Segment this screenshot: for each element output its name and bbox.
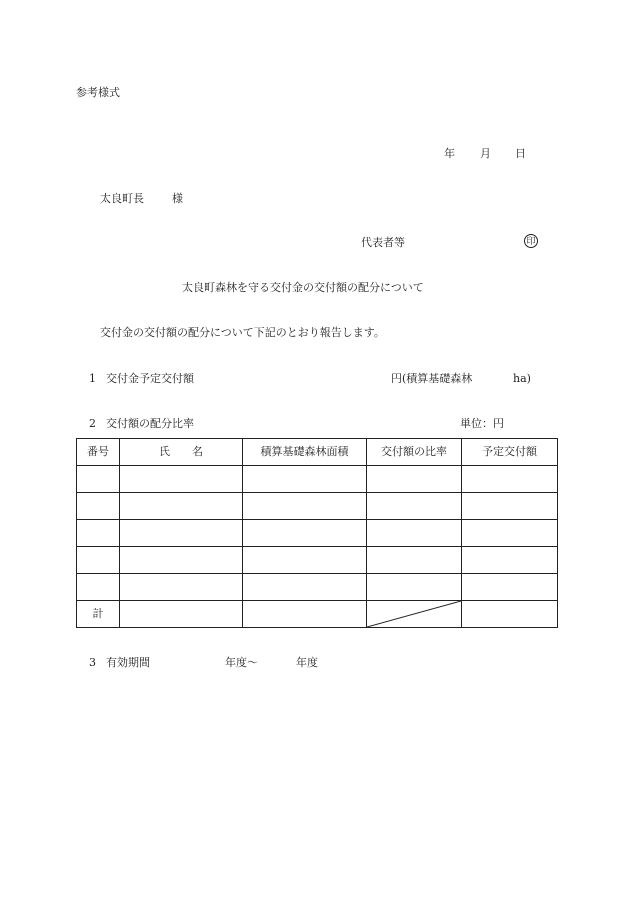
cell-forest-area[interactable] xyxy=(243,520,367,547)
cell-name[interactable] xyxy=(120,547,243,574)
cell-planned-amount[interactable] xyxy=(462,574,558,601)
section3-label: 有効期間 xyxy=(106,656,150,669)
total-cell-name[interactable] xyxy=(120,601,243,628)
period-to: 年度 xyxy=(296,656,318,669)
cell-number[interactable] xyxy=(77,574,120,601)
date-month: 月 xyxy=(480,147,491,160)
cell-name[interactable] xyxy=(120,520,243,547)
cell-name[interactable] xyxy=(120,466,243,493)
cell-planned-amount[interactable] xyxy=(462,520,558,547)
cell-planned-amount[interactable] xyxy=(462,547,558,574)
section1-ha-unit: ha) xyxy=(513,372,531,385)
table-header-row xyxy=(77,439,558,466)
diagonal-slash xyxy=(367,601,461,627)
header-number: 番号 xyxy=(77,439,120,466)
table-row xyxy=(77,466,558,493)
period-from: 年度～ xyxy=(225,656,258,669)
total-row xyxy=(77,601,558,628)
cell-number[interactable] xyxy=(77,520,120,547)
section1-number: 1 xyxy=(89,372,96,385)
section2-number: 2 xyxy=(89,417,96,430)
section3-number: 3 xyxy=(89,656,96,669)
cell-ratio[interactable] xyxy=(367,493,462,520)
cell-ratio[interactable] xyxy=(367,520,462,547)
cell-forest-area[interactable] xyxy=(243,574,367,601)
honorific: 様 xyxy=(172,192,183,205)
total-label: 計 xyxy=(77,601,120,628)
section1-label: 交付金予定交付額 xyxy=(106,372,194,385)
total-cell-ratio-slashed xyxy=(367,601,462,628)
section2-unit: 単位：円 xyxy=(460,417,504,430)
header-name: 氏 名 xyxy=(120,439,243,466)
table-row xyxy=(77,547,558,574)
header-planned-amount: 予定交付額 xyxy=(462,439,558,466)
addressee: 太良町長 xyxy=(100,192,144,205)
cell-ratio[interactable] xyxy=(367,574,462,601)
cell-forest-area[interactable] xyxy=(243,493,367,520)
representative-label: 代表者等 xyxy=(361,236,405,249)
reference-form-label: 参考様式 xyxy=(76,86,120,99)
cell-ratio[interactable] xyxy=(367,547,462,574)
date-day: 日 xyxy=(515,147,526,160)
cell-name[interactable] xyxy=(120,574,243,601)
date-year: 年 xyxy=(444,147,455,160)
section2-label: 交付額の配分比率 xyxy=(106,417,194,430)
cell-number[interactable] xyxy=(77,493,120,520)
total-cell-forest-area[interactable] xyxy=(243,601,367,628)
section1-yen-basis: 円(積算基礎森林 xyxy=(391,372,473,385)
header-forest-area: 積算基礎森林面積 xyxy=(243,439,367,466)
cell-number[interactable] xyxy=(77,547,120,574)
cell-forest-area[interactable] xyxy=(243,547,367,574)
intro-text: 交付金の交付額の配分について下記のとおり報告します。 xyxy=(100,326,385,339)
header-ratio: 交付額の比率 xyxy=(367,439,462,466)
cell-ratio[interactable] xyxy=(367,466,462,493)
cell-planned-amount[interactable] xyxy=(462,466,558,493)
table-row xyxy=(77,574,558,601)
seal-mark: 印 xyxy=(524,234,538,248)
allocation-table xyxy=(76,438,558,628)
cell-name[interactable] xyxy=(120,493,243,520)
table-row xyxy=(77,520,558,547)
cell-number[interactable] xyxy=(77,466,120,493)
cell-planned-amount[interactable] xyxy=(462,493,558,520)
total-cell-planned-amount[interactable] xyxy=(462,601,558,628)
cell-forest-area[interactable] xyxy=(243,466,367,493)
document-title: 太良町森林を守る交付金の交付額の配分について xyxy=(182,281,424,294)
table-row xyxy=(77,493,558,520)
